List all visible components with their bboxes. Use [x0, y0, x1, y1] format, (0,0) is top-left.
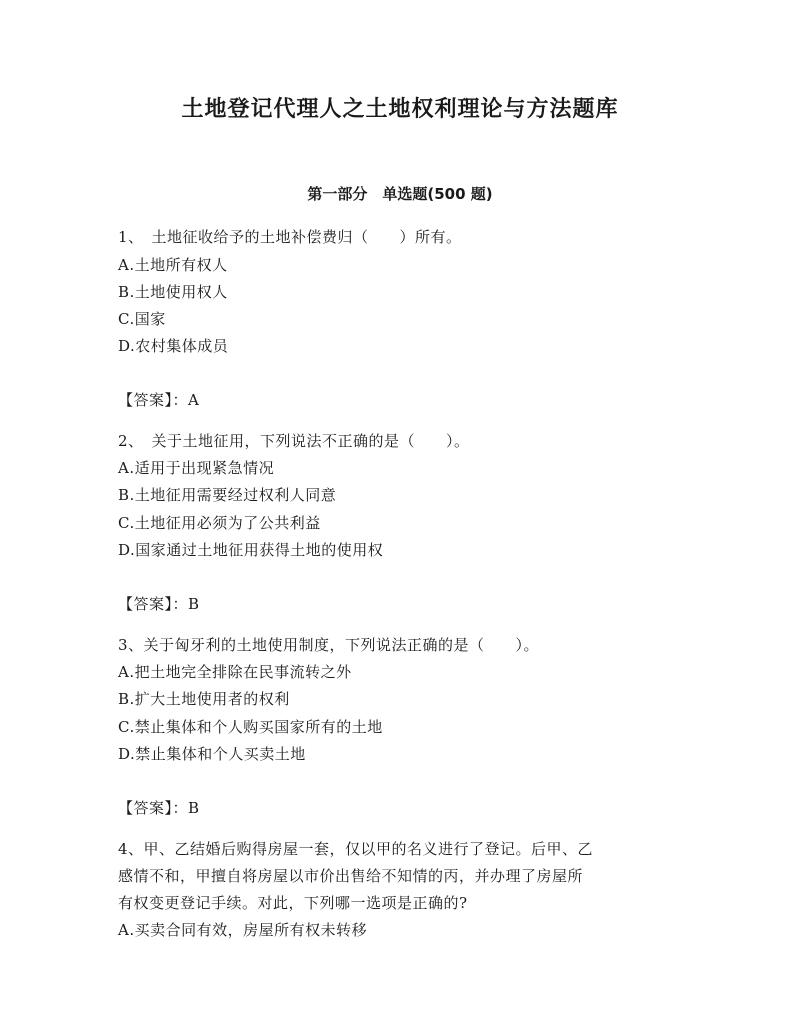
answer-value: B	[188, 595, 200, 613]
answer-value: A	[188, 391, 200, 409]
question-2-option-c: C.土地征用必须为了公共利益	[118, 514, 321, 532]
question-2-option-a: A.适用于出现紧急情况	[118, 459, 275, 477]
question-1-option-c: C.国家	[118, 310, 166, 328]
question-2-option-d: D.国家通过土地征用获得土地的使用权	[118, 541, 384, 559]
question-1-option-a: A.土地所有权人	[118, 256, 228, 274]
document-title: 土地登记代理人之土地权利理论与方法题库	[181, 97, 619, 122]
question-4-stem-line-1: 4、甲、乙结婚后购得房屋一套，仅以甲的名义进行了登记。后甲、乙	[118, 840, 594, 858]
question-3-option-a: A.把土地完全排除在民事流转之外	[118, 663, 352, 681]
question-2-option-b: B.土地征用需要经过权利人同意	[118, 486, 337, 504]
question-1-option-b: B.土地使用权人	[118, 283, 228, 301]
question-4-stem-line-2: 感情不和，甲擅自将房屋以市价出售给不知情的丙，并办理了房屋所	[118, 867, 584, 885]
question-1-stem: 1、 土地征收给予的土地补偿费归（ ）所有。	[118, 228, 462, 246]
question-3-option-c: C.禁止集体和个人购买国家所有的土地	[118, 718, 383, 736]
answer-label: 【答案】：	[118, 595, 189, 613]
answer-label: 【答案】：	[118, 799, 189, 817]
answer-value: B	[188, 799, 200, 817]
question-4-option-a: A.买卖合同有效，房屋所有权未转移	[118, 921, 368, 939]
question-3-option-b: B.扩大土地使用者的权利	[118, 690, 290, 708]
question-4-stem-line-3: 有权变更登记手续。对此，下列哪一选项是正确的?	[118, 894, 468, 912]
question-2-stem: 2、 关于土地征用，下列说法不正确的是（ ）。	[118, 432, 470, 450]
answer-label: 【答案】：	[118, 391, 189, 409]
question-2-answer	[118, 594, 200, 614]
question-3-answer	[118, 798, 200, 818]
question-3-option-d: D.禁止集体和个人买卖土地	[118, 745, 306, 763]
question-1-answer	[118, 390, 199, 410]
section-title: 第一部分 单选题(500 题)	[307, 185, 493, 203]
question-3-stem: 3、关于匈牙利的土地使用制度，下列说法正确的是（ ）。	[118, 636, 540, 654]
question-1-option-d: D.农村集体成员	[118, 337, 229, 355]
